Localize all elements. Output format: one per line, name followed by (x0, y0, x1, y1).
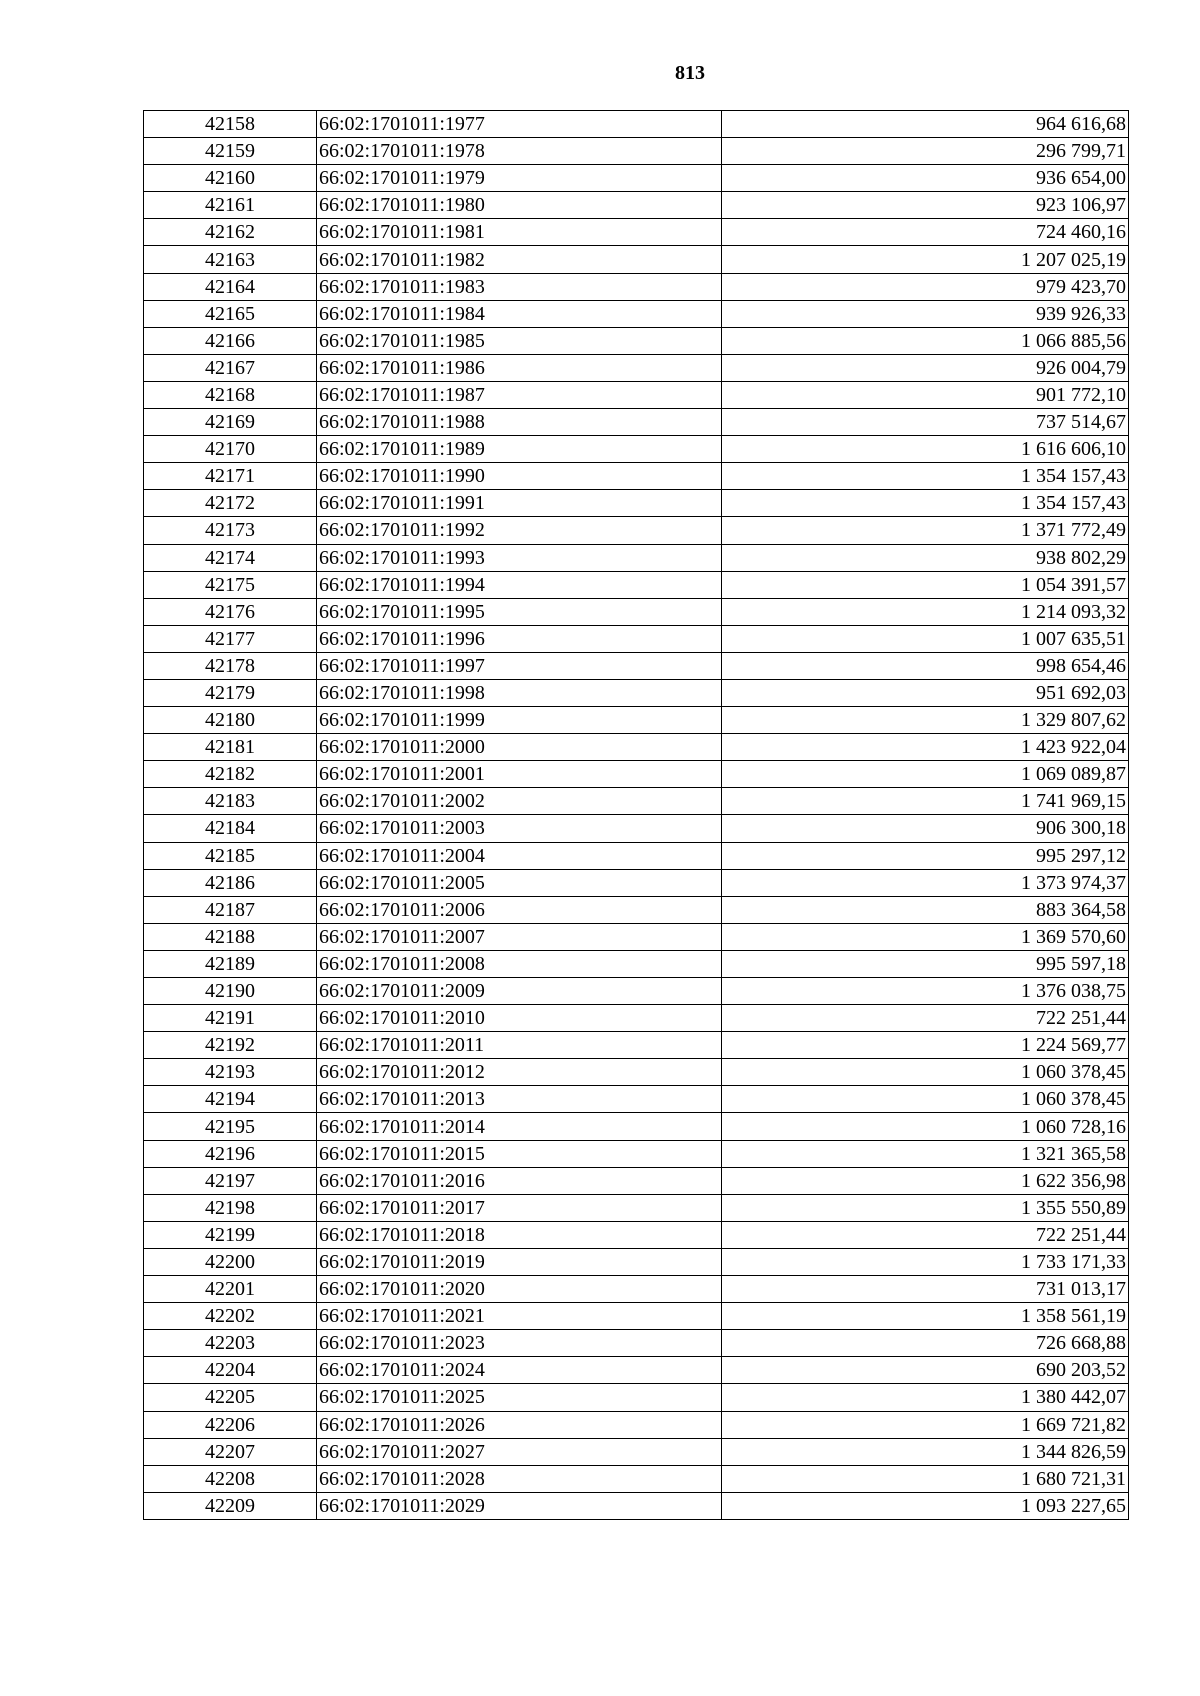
cadastral-value-cell: 1 354 157,43 (722, 463, 1129, 490)
cadastral-value-cell: 1 224 569,77 (722, 1032, 1129, 1059)
cadastral-value-cell: 1 060 378,45 (722, 1059, 1129, 1086)
row-number-cell: 42193 (144, 1059, 317, 1086)
cadastral-value-cell: 936 654,00 (722, 165, 1129, 192)
cadastral-number-cell: 66:02:1701011:2029 (317, 1492, 722, 1519)
cadastral-number-cell: 66:02:1701011:2026 (317, 1411, 722, 1438)
row-number-cell: 42200 (144, 1248, 317, 1275)
row-number-cell: 42184 (144, 815, 317, 842)
table-row (144, 1140, 1129, 1167)
cadastral-value-cell: 722 251,44 (722, 1221, 1129, 1248)
row-number-cell: 42196 (144, 1140, 317, 1167)
table-row (144, 463, 1129, 490)
cadastral-number-cell: 66:02:1701011:2004 (317, 842, 722, 869)
table-row (144, 734, 1129, 761)
cadastral-number-cell: 66:02:1701011:1979 (317, 165, 722, 192)
row-number-cell: 42180 (144, 707, 317, 734)
cadastral-number-cell: 66:02:1701011:1994 (317, 571, 722, 598)
table-row (144, 1194, 1129, 1221)
row-number-cell: 42199 (144, 1221, 317, 1248)
row-number-cell: 42175 (144, 571, 317, 598)
row-number-cell: 42172 (144, 490, 317, 517)
cadastral-number-cell: 66:02:1701011:2013 (317, 1086, 722, 1113)
cadastral-number-cell: 66:02:1701011:1985 (317, 327, 722, 354)
row-number-cell: 42185 (144, 842, 317, 869)
cadastral-value-cell: 979 423,70 (722, 273, 1129, 300)
table-row (144, 1059, 1129, 1086)
cadastral-number-cell: 66:02:1701011:1991 (317, 490, 722, 517)
row-number-cell: 42194 (144, 1086, 317, 1113)
cadastral-number-cell: 66:02:1701011:1988 (317, 409, 722, 436)
row-number-cell: 42181 (144, 734, 317, 761)
table-row (144, 409, 1129, 436)
table-row (144, 571, 1129, 598)
table-row (144, 652, 1129, 679)
table-row (144, 1005, 1129, 1032)
cadastral-value-cell: 690 203,52 (722, 1357, 1129, 1384)
cadastral-number-cell: 66:02:1701011:2015 (317, 1140, 722, 1167)
row-number-cell: 42178 (144, 652, 317, 679)
row-number-cell: 42164 (144, 273, 317, 300)
cadastral-number-cell: 66:02:1701011:1997 (317, 652, 722, 679)
cadastral-number-cell: 66:02:1701011:1983 (317, 273, 722, 300)
cadastral-number-cell: 66:02:1701011:2018 (317, 1221, 722, 1248)
row-number-cell: 42204 (144, 1357, 317, 1384)
cadastral-value-cell: 939 926,33 (722, 300, 1129, 327)
table-row (144, 381, 1129, 408)
table-row (144, 598, 1129, 625)
row-number-cell: 42177 (144, 625, 317, 652)
cadastral-number-cell: 66:02:1701011:1987 (317, 381, 722, 408)
cadastral-value-cell: 1 741 969,15 (722, 788, 1129, 815)
cadastral-value-cell: 737 514,67 (722, 409, 1129, 436)
cadastral-value-cell: 1 354 157,43 (722, 490, 1129, 517)
table-body (144, 111, 1129, 1520)
table-row (144, 1221, 1129, 1248)
table-row (144, 1248, 1129, 1275)
cadastral-value-cell: 901 772,10 (722, 381, 1129, 408)
row-number-cell: 42166 (144, 327, 317, 354)
cadastral-number-cell: 66:02:1701011:2027 (317, 1438, 722, 1465)
cadastral-value-cell: 883 364,58 (722, 896, 1129, 923)
cadastral-value-table (143, 110, 1129, 1520)
cadastral-number-cell: 66:02:1701011:2019 (317, 1248, 722, 1275)
row-number-cell: 42209 (144, 1492, 317, 1519)
cadastral-value-cell: 1 423 922,04 (722, 734, 1129, 761)
cadastral-number-cell: 66:02:1701011:2010 (317, 1005, 722, 1032)
cadastral-value-cell: 951 692,03 (722, 679, 1129, 706)
cadastral-number-cell: 66:02:1701011:2005 (317, 869, 722, 896)
cadastral-number-cell: 66:02:1701011:2014 (317, 1113, 722, 1140)
row-number-cell: 42195 (144, 1113, 317, 1140)
cadastral-number-cell: 66:02:1701011:1980 (317, 192, 722, 219)
table-row (144, 978, 1129, 1005)
cadastral-number-cell: 66:02:1701011:1986 (317, 354, 722, 381)
row-number-cell: 42206 (144, 1411, 317, 1438)
cadastral-value-cell: 1 358 561,19 (722, 1303, 1129, 1330)
row-number-cell: 42186 (144, 869, 317, 896)
table-row (144, 1438, 1129, 1465)
cadastral-number-cell: 66:02:1701011:1992 (317, 517, 722, 544)
row-number-cell: 42208 (144, 1465, 317, 1492)
table-row (144, 490, 1129, 517)
table-row (144, 354, 1129, 381)
cadastral-value-cell: 1 669 721,82 (722, 1411, 1129, 1438)
row-number-cell: 42205 (144, 1384, 317, 1411)
row-number-cell: 42171 (144, 463, 317, 490)
cadastral-number-cell: 66:02:1701011:1981 (317, 219, 722, 246)
cadastral-number-cell: 66:02:1701011:2008 (317, 950, 722, 977)
cadastral-number-cell: 66:02:1701011:1978 (317, 138, 722, 165)
table-row (144, 192, 1129, 219)
cadastral-value-cell: 1 380 442,07 (722, 1384, 1129, 1411)
row-number-cell: 42163 (144, 246, 317, 273)
cadastral-number-cell: 66:02:1701011:1995 (317, 598, 722, 625)
row-number-cell: 42183 (144, 788, 317, 815)
row-number-cell: 42170 (144, 436, 317, 463)
table-row (144, 815, 1129, 842)
table-row (144, 842, 1129, 869)
table-row (144, 923, 1129, 950)
table-row (144, 1086, 1129, 1113)
row-number-cell: 42159 (144, 138, 317, 165)
cadastral-value-cell: 1 329 807,62 (722, 707, 1129, 734)
row-number-cell: 42162 (144, 219, 317, 246)
cadastral-value-cell: 1 733 171,33 (722, 1248, 1129, 1275)
row-number-cell: 42189 (144, 950, 317, 977)
row-number-cell: 42202 (144, 1303, 317, 1330)
row-number-cell: 42207 (144, 1438, 317, 1465)
row-number-cell: 42176 (144, 598, 317, 625)
table-row (144, 1357, 1129, 1384)
cadastral-number-cell: 66:02:1701011:1993 (317, 544, 722, 571)
cadastral-value-cell: 1 616 606,10 (722, 436, 1129, 463)
cadastral-number-cell: 66:02:1701011:2002 (317, 788, 722, 815)
cadastral-value-cell: 995 597,18 (722, 950, 1129, 977)
table-row (144, 436, 1129, 463)
row-number-cell: 42167 (144, 354, 317, 381)
table-row (144, 1113, 1129, 1140)
cadastral-value-cell: 926 004,79 (722, 354, 1129, 381)
cadastral-value-cell: 1 060 378,45 (722, 1086, 1129, 1113)
cadastral-value-cell: 1 369 570,60 (722, 923, 1129, 950)
table-row (144, 679, 1129, 706)
cadastral-value-cell: 1 060 728,16 (722, 1113, 1129, 1140)
cadastral-value-cell: 1 376 038,75 (722, 978, 1129, 1005)
table-row (144, 950, 1129, 977)
table-row (144, 138, 1129, 165)
cadastral-value-cell: 1 344 826,59 (722, 1438, 1129, 1465)
table-row (144, 1465, 1129, 1492)
cadastral-value-cell: 1 680 721,31 (722, 1465, 1129, 1492)
cadastral-number-cell: 66:02:1701011:1990 (317, 463, 722, 490)
table-row (144, 1330, 1129, 1357)
row-number-cell: 42169 (144, 409, 317, 436)
cadastral-value-cell: 722 251,44 (722, 1005, 1129, 1032)
table-row (144, 761, 1129, 788)
cadastral-number-cell: 66:02:1701011:2006 (317, 896, 722, 923)
table-row (144, 896, 1129, 923)
cadastral-value-cell: 1 093 227,65 (722, 1492, 1129, 1519)
cadastral-value-cell: 964 616,68 (722, 111, 1129, 138)
table-row (144, 111, 1129, 138)
cadastral-value-cell: 1 622 356,98 (722, 1167, 1129, 1194)
cadastral-value-cell: 1 214 093,32 (722, 598, 1129, 625)
cadastral-number-cell: 66:02:1701011:1999 (317, 707, 722, 734)
cadastral-value-cell: 995 297,12 (722, 842, 1129, 869)
table-row (144, 1167, 1129, 1194)
row-number-cell: 42182 (144, 761, 317, 788)
cadastral-number-cell: 66:02:1701011:2011 (317, 1032, 722, 1059)
row-number-cell: 42203 (144, 1330, 317, 1357)
cadastral-value-cell: 1 066 885,56 (722, 327, 1129, 354)
cadastral-value-cell: 724 460,16 (722, 219, 1129, 246)
table-row (144, 517, 1129, 544)
row-number-cell: 42190 (144, 978, 317, 1005)
table-row (144, 625, 1129, 652)
cadastral-value-cell: 1 069 089,87 (722, 761, 1129, 788)
table-row (144, 1492, 1129, 1519)
cadastral-number-cell: 66:02:1701011:2023 (317, 1330, 722, 1357)
table-row (144, 273, 1129, 300)
cadastral-value-cell: 726 668,88 (722, 1330, 1129, 1357)
table-row (144, 1032, 1129, 1059)
cadastral-number-cell: 66:02:1701011:2017 (317, 1194, 722, 1221)
table-row (144, 788, 1129, 815)
page-number: 813 (675, 62, 705, 84)
cadastral-value-cell: 1 207 025,19 (722, 246, 1129, 273)
cadastral-value-cell: 1 321 365,58 (722, 1140, 1129, 1167)
table-row (144, 1384, 1129, 1411)
cadastral-value-cell: 1 007 635,51 (722, 625, 1129, 652)
row-number-cell: 42192 (144, 1032, 317, 1059)
cadastral-value-cell: 938 802,29 (722, 544, 1129, 571)
cadastral-number-cell: 66:02:1701011:2021 (317, 1303, 722, 1330)
cadastral-value-cell: 1 373 974,37 (722, 869, 1129, 896)
cadastral-value-cell: 1 054 391,57 (722, 571, 1129, 598)
cadastral-value-cell: 923 106,97 (722, 192, 1129, 219)
table-row (144, 300, 1129, 327)
row-number-cell: 42179 (144, 679, 317, 706)
cadastral-number-cell: 66:02:1701011:1989 (317, 436, 722, 463)
cadastral-number-cell: 66:02:1701011:2000 (317, 734, 722, 761)
table-row (144, 246, 1129, 273)
cadastral-number-cell: 66:02:1701011:2009 (317, 978, 722, 1005)
row-number-cell: 42160 (144, 165, 317, 192)
cadastral-number-cell: 66:02:1701011:1977 (317, 111, 722, 138)
cadastral-number-cell: 66:02:1701011:2020 (317, 1276, 722, 1303)
cadastral-value-cell: 296 799,71 (722, 138, 1129, 165)
cadastral-value-cell: 1 371 772,49 (722, 517, 1129, 544)
cadastral-number-cell: 66:02:1701011:2001 (317, 761, 722, 788)
cadastral-number-cell: 66:02:1701011:2025 (317, 1384, 722, 1411)
row-number-cell: 42201 (144, 1276, 317, 1303)
cadastral-number-cell: 66:02:1701011:1996 (317, 625, 722, 652)
row-number-cell: 42158 (144, 111, 317, 138)
table-row (144, 1276, 1129, 1303)
cadastral-number-cell: 66:02:1701011:2012 (317, 1059, 722, 1086)
cadastral-value-cell: 731 013,17 (722, 1276, 1129, 1303)
cadastral-value-cell: 998 654,46 (722, 652, 1129, 679)
row-number-cell: 42168 (144, 381, 317, 408)
cadastral-number-cell: 66:02:1701011:2007 (317, 923, 722, 950)
row-number-cell: 42173 (144, 517, 317, 544)
cadastral-value-cell: 906 300,18 (722, 815, 1129, 842)
table-row (144, 869, 1129, 896)
table-row (144, 1411, 1129, 1438)
cadastral-number-cell: 66:02:1701011:2016 (317, 1167, 722, 1194)
cadastral-number-cell: 66:02:1701011:1984 (317, 300, 722, 327)
row-number-cell: 42191 (144, 1005, 317, 1032)
cadastral-value-cell: 1 355 550,89 (722, 1194, 1129, 1221)
table-row (144, 219, 1129, 246)
table-row (144, 544, 1129, 571)
row-number-cell: 42187 (144, 896, 317, 923)
cadastral-number-cell: 66:02:1701011:2028 (317, 1465, 722, 1492)
table-row (144, 327, 1129, 354)
table-row (144, 165, 1129, 192)
cadastral-number-cell: 66:02:1701011:1998 (317, 679, 722, 706)
row-number-cell: 42188 (144, 923, 317, 950)
row-number-cell: 42165 (144, 300, 317, 327)
cadastral-number-cell: 66:02:1701011:2003 (317, 815, 722, 842)
row-number-cell: 42197 (144, 1167, 317, 1194)
row-number-cell: 42161 (144, 192, 317, 219)
cadastral-number-cell: 66:02:1701011:2024 (317, 1357, 722, 1384)
table-row (144, 707, 1129, 734)
row-number-cell: 42198 (144, 1194, 317, 1221)
cadastral-number-cell: 66:02:1701011:1982 (317, 246, 722, 273)
row-number-cell: 42174 (144, 544, 317, 571)
table-row (144, 1303, 1129, 1330)
